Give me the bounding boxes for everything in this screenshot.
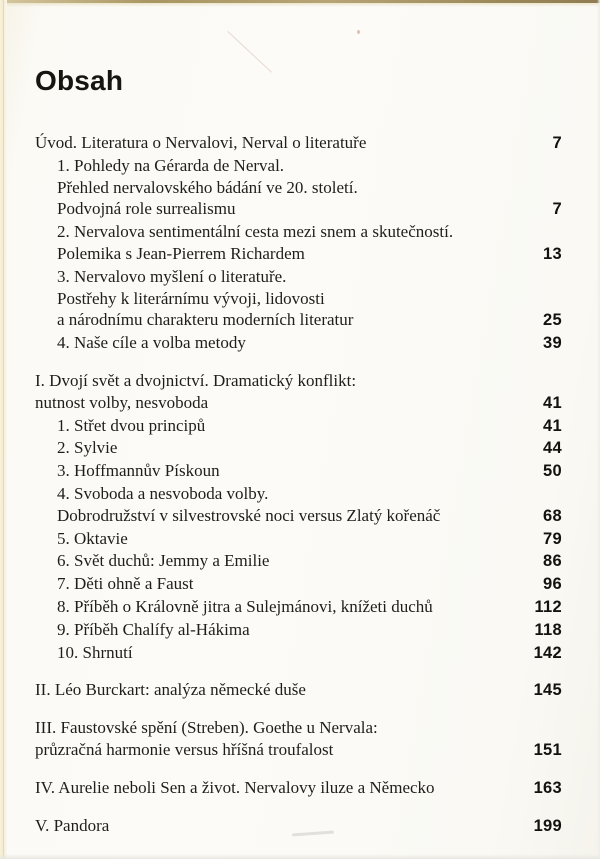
toc-row (35, 642, 562, 665)
toc-entry-text: Polemika s Jean-Pierrem Richardem (57, 243, 305, 263)
toc-entry-text: 9. Příběh Chalífy al-Hákima (57, 619, 250, 639)
toc-row (35, 679, 562, 702)
toc-page-number: 39 (543, 334, 562, 353)
toc-row (35, 528, 562, 551)
toc-section (35, 679, 562, 702)
toc-row (35, 155, 562, 177)
toc-page-number: 145 (533, 681, 562, 700)
toc-page-number: 199 (533, 816, 562, 835)
toc-entry-text: nutnost volby, nesvoboda (35, 392, 209, 412)
page-top-edge-fade (0, 3, 600, 7)
page-bottom-edge (0, 854, 600, 859)
toc-row (35, 177, 562, 199)
toc-row (35, 288, 562, 310)
toc-page-number: 41 (543, 393, 562, 412)
toc-entry-text: Podvojná role surrealismu (57, 199, 236, 219)
toc-entry-text: 5. Oktavie (57, 528, 128, 548)
toc-page-number: 163 (533, 778, 562, 797)
toc-row (35, 415, 562, 438)
toc-row (35, 437, 562, 460)
toc-row (35, 243, 562, 266)
toc-page-number: 41 (543, 416, 562, 435)
toc-entry-text: V. Pandora (35, 815, 110, 835)
toc-page-number: 7 (552, 134, 562, 152)
toc-page-number: 25 (543, 311, 562, 330)
toc-page-number: 96 (543, 575, 562, 594)
toc-page-number: 7 (552, 200, 562, 219)
toc-page-number: 44 (543, 439, 562, 458)
toc-row (35, 309, 562, 332)
toc-row (35, 505, 562, 528)
toc-entry-text: 10. Shrnutí (57, 642, 133, 662)
toc-row (35, 550, 562, 573)
toc-page-number: 151 (533, 740, 562, 759)
toc-page-number: 112 (534, 597, 562, 616)
toc-row (35, 221, 562, 243)
toc-page-number: 13 (543, 244, 562, 263)
toc-entry-text: 4. Naše cíle a volba metody (57, 333, 246, 353)
toc-entry-text: 4. Svoboda a nesvoboda volby. (57, 483, 269, 503)
toc-entry-text: a národnímu charakteru moderních literatur (57, 310, 354, 330)
page-content (35, 66, 562, 837)
toc-row (35, 370, 562, 392)
toc-page-number: 79 (543, 529, 562, 548)
toc-page-number: 118 (534, 620, 562, 639)
toc-row (35, 266, 562, 288)
toc-section (35, 717, 562, 762)
toc-entry-text: 6. Svět duchů: Jemmy a Emilie (57, 551, 270, 571)
toc-section (35, 132, 562, 355)
toc-entry-text: IV. Aurelie neboli Sen a život. Nervalovy iluze a Německo (35, 777, 435, 797)
toc-row (35, 619, 562, 642)
toc-page-number: 68 (543, 506, 562, 525)
toc-entry-text: III. Faustovské spění (Streben). Goethe u Nervala: (35, 718, 378, 738)
toc-section (35, 777, 562, 800)
toc-entry-text: 2. Sylvie (57, 438, 118, 458)
toc-page-number: 50 (543, 462, 562, 481)
toc-entry-text: Úvod. Literatura o Nervalovi, Nerval o literatuře (35, 133, 367, 152)
toc-row (35, 717, 562, 739)
toc-entry-text: Dobrodružství v silvestrovské noci versus Zlatý kořenáč (57, 505, 441, 525)
toc-row (35, 198, 562, 221)
toc-entry-text: průzračná harmonie versus hříšná troufalost (35, 739, 334, 759)
toc-row (35, 596, 562, 619)
toc-section (35, 815, 562, 838)
toc-row (35, 132, 562, 155)
toc-page-number: 86 (543, 552, 562, 571)
toc-entry-text: 1. Pohledy na Gérarda de Nerval. (57, 155, 285, 175)
page-title: Obsah (35, 65, 124, 96)
toc-entry-text: II. Léo Burckart: analýza německé duše (35, 680, 306, 700)
page-left-edge-line (3, 0, 4, 859)
toc-entry-text: I. Dvojí svět a dvojnictví. Dramatický konflikt: (35, 370, 357, 390)
toc-sections (35, 132, 562, 837)
toc-row (35, 777, 562, 800)
toc-entry-text: 8. Příběh o Královně jitra a Sulejmánovi, knížeti duchů (57, 596, 433, 616)
toc-row (35, 815, 562, 838)
scan-artifact-dot (357, 30, 360, 34)
toc-page-number: 142 (533, 643, 562, 662)
toc-row (35, 739, 562, 762)
toc-row (35, 460, 562, 483)
toc-section (35, 370, 562, 664)
toc-entry-text: 3. Nervalovo myšlení o literatuře. (57, 266, 287, 286)
toc-entry-text: Přehled nervalovského bádání ve 20. století. (57, 177, 358, 197)
toc-entry-text: 1. Střet dvou principů (57, 415, 206, 435)
toc-row (35, 573, 562, 596)
toc-entry-text: 2. Nervalova sentimentální cesta mezi snem a skutečností. (57, 222, 454, 242)
toc-entry-text: 3. Hoffmannův Pískoun (57, 461, 220, 481)
toc-row (35, 332, 562, 355)
toc-entry-text: Postřehy k literárnímu vývoji, lidovosti (57, 288, 325, 308)
toc-row (35, 392, 562, 415)
toc-row (35, 483, 562, 505)
toc-entry-text: 7. Děti ohně a Faust (57, 574, 194, 594)
